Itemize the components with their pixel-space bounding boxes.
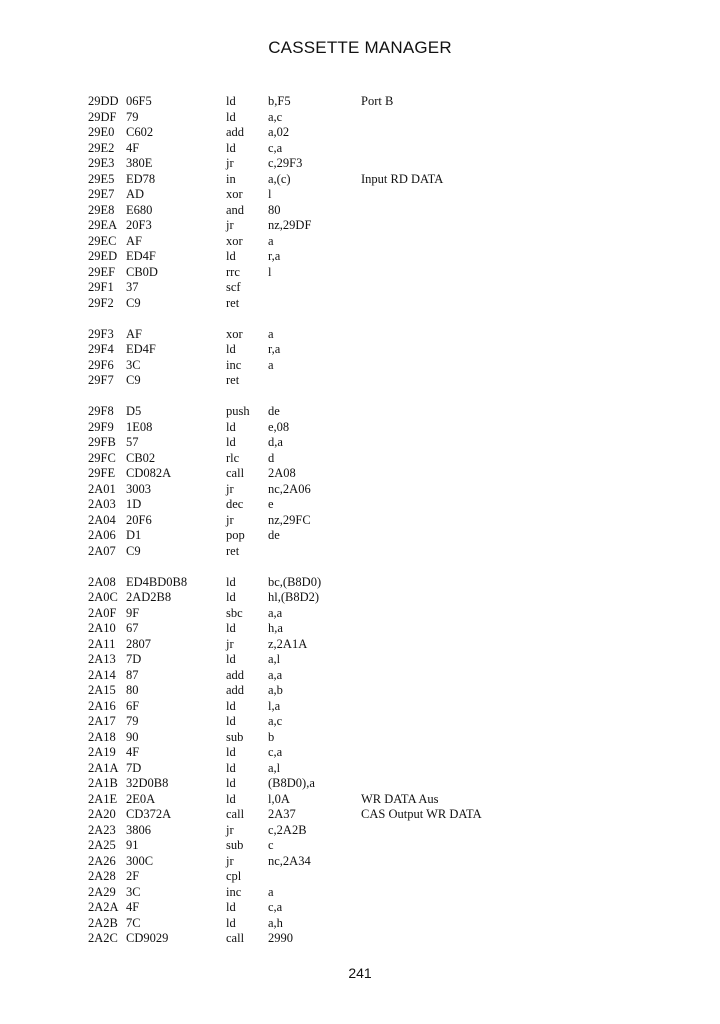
mnemonic: sub [226, 729, 244, 744]
address: 29ED [88, 249, 118, 263]
address: 29E3 [88, 156, 115, 170]
operand: r,a [268, 342, 281, 356]
mnemonic: in [226, 171, 236, 186]
opcode-hex: 7D [126, 760, 142, 775]
mnemonic: ld [226, 249, 236, 263]
operand: c,a [268, 140, 283, 155]
operand: hl,(B8D2) [268, 590, 320, 604]
address: 2A07 [88, 543, 116, 558]
mnemonic: inc [226, 357, 242, 372]
opcode-hex: CD082A [126, 466, 172, 480]
mnemonic: ret [226, 543, 240, 558]
mnemonic: scf [226, 280, 241, 294]
address: 29DD [88, 94, 119, 108]
address: 2A28 [88, 869, 116, 883]
operand: r,a [268, 249, 281, 263]
operand: a,c [268, 714, 283, 728]
mnemonic: sub [226, 838, 244, 852]
opcode-hex: 20F6 [126, 512, 152, 527]
operand: l,0A [268, 791, 290, 806]
opcode-hex: 9F [126, 605, 140, 620]
address: 2A2B [88, 915, 118, 930]
address: 29FB [88, 435, 116, 449]
opcode-hex: CB02 [126, 450, 156, 465]
opcode-hex: ED4F [126, 249, 156, 263]
address: 29F9 [88, 419, 114, 434]
operand: e [268, 497, 274, 511]
address: 2A17 [88, 714, 116, 728]
opcode-hex: 79 [126, 714, 139, 728]
operand: a,l [268, 760, 281, 775]
operand: l [268, 264, 272, 279]
mnemonic: ld [226, 94, 236, 108]
address: 2A15 [88, 683, 116, 697]
address: 29EC [88, 233, 117, 248]
address: 2A2C [88, 931, 118, 945]
mnemonic: ld [226, 574, 236, 589]
opcode-hex: E680 [126, 202, 153, 217]
mnemonic: ld [226, 342, 236, 356]
operand: nz,29FC [268, 512, 311, 527]
comment: WR DATA Aus [361, 791, 439, 806]
opcode-hex: CB0D [126, 264, 158, 279]
opcode-hex: AF [126, 326, 142, 341]
opcode-hex: 3C [126, 884, 141, 899]
address: 2A29 [88, 884, 116, 899]
operand: l [268, 187, 272, 201]
address: 2A14 [88, 667, 116, 682]
opcode-hex: 79 [126, 109, 139, 124]
address: 2A20 [88, 807, 116, 821]
mnemonic: and [226, 202, 245, 217]
mnemonic: xor [226, 187, 243, 201]
opcode-hex: 6F [126, 698, 140, 713]
opcode-hex: C9 [126, 543, 141, 558]
mnemonic: ld [226, 900, 236, 914]
address: 29F4 [88, 342, 114, 356]
operand: e,08 [268, 419, 290, 434]
mnemonic: jr [226, 512, 234, 527]
operand: 2A37 [268, 807, 296, 821]
page-title: CASSETTE MANAGER [268, 38, 452, 57]
opcode-hex: 4F [126, 745, 140, 759]
address: 2A25 [88, 838, 116, 852]
mnemonic: inc [226, 884, 242, 899]
opcode-hex: 91 [126, 838, 139, 852]
opcode-hex: 06F5 [126, 94, 152, 108]
address: 2A0C [88, 590, 118, 604]
address: 29E0 [88, 125, 115, 139]
address: 2A1B [88, 776, 118, 790]
address: 29F2 [88, 295, 114, 310]
mnemonic: cpl [226, 869, 242, 883]
comment: Port B [361, 94, 394, 108]
opcode-hex: 7C [126, 915, 141, 930]
opcode-hex: 57 [126, 435, 139, 449]
opcode-hex: 2E0A [126, 791, 156, 806]
address: 29E7 [88, 187, 115, 201]
mnemonic: ld [226, 419, 236, 434]
opcode-hex: 32D0B8 [126, 776, 169, 790]
address: 2A1E [88, 791, 118, 806]
opcode-hex: 4F [126, 140, 140, 155]
opcode-hex: D5 [126, 404, 142, 418]
mnemonic: add [226, 683, 245, 697]
opcode-hex: CD9029 [126, 931, 169, 945]
operand: b,F5 [268, 94, 291, 108]
opcode-hex: D1 [126, 528, 142, 542]
mnemonic: rlc [226, 450, 240, 465]
mnemonic: ld [226, 140, 236, 155]
opcode-hex: CD372A [126, 807, 172, 821]
mnemonic: push [226, 404, 250, 418]
address: 2A16 [88, 698, 116, 713]
opcode-hex: C602 [126, 125, 154, 139]
opcode-hex: AD [126, 187, 145, 201]
opcode-hex: 4F [126, 900, 140, 914]
address: 29EF [88, 264, 116, 279]
opcode-hex: ED4F [126, 342, 156, 356]
opcode-hex: 1D [126, 497, 142, 511]
mnemonic: ld [226, 714, 236, 728]
address: 29F7 [88, 373, 114, 387]
mnemonic: sbc [226, 605, 243, 620]
opcode-hex: 20F3 [126, 218, 152, 232]
operand: a [268, 884, 274, 899]
opcode-hex: C9 [126, 295, 141, 310]
operand: a [268, 233, 274, 248]
address: 29F1 [88, 280, 114, 294]
address: 29E8 [88, 202, 115, 217]
address: 2A26 [88, 853, 116, 868]
operand: a [268, 326, 274, 341]
opcode-hex: 90 [126, 729, 139, 744]
address: 2A04 [88, 512, 116, 527]
address: 29FE [88, 466, 116, 480]
opcode-hex: 67 [126, 621, 139, 635]
comment: Input RD DATA [361, 171, 444, 186]
mnemonic: ld [226, 590, 236, 604]
operand: nc,2A06 [268, 481, 311, 496]
address: 29E5 [88, 171, 115, 186]
mnemonic: jr [226, 481, 234, 496]
address: 29EA [88, 218, 118, 232]
mnemonic: jr [226, 853, 234, 868]
operand: bc,(B8D0) [268, 574, 322, 589]
opcode-hex: 3C [126, 357, 141, 372]
address: 2A0F [88, 605, 117, 620]
operand: nz,29DF [268, 218, 312, 232]
mnemonic: add [226, 125, 245, 139]
mnemonic: dec [226, 497, 244, 511]
mnemonic: ld [226, 791, 236, 806]
opcode-hex: 1E08 [126, 419, 153, 434]
operand: 80 [268, 202, 281, 217]
operand: d [268, 450, 275, 465]
address: 29E2 [88, 140, 115, 155]
operand: (B8D0),a [268, 776, 315, 790]
mnemonic: ld [226, 109, 236, 124]
opcode-hex: 37 [126, 280, 139, 294]
address: 29DF [88, 109, 117, 124]
opcode-hex: 87 [126, 667, 139, 682]
opcode-hex: ED78 [126, 171, 156, 186]
operand: c,29F3 [268, 156, 303, 170]
operand: a,02 [268, 125, 290, 139]
mnemonic: ld [226, 621, 236, 635]
operand: a,a [268, 605, 283, 620]
opcode-hex: 2AD2B8 [126, 590, 172, 604]
mnemonic: jr [226, 218, 234, 232]
mnemonic: jr [226, 156, 234, 170]
page-number: 241 [348, 965, 372, 981]
opcode-hex: 3806 [126, 822, 151, 837]
operand: a,l [268, 652, 281, 666]
address: 2A19 [88, 745, 116, 759]
operand: 2A08 [268, 466, 296, 480]
mnemonic: call [226, 807, 245, 821]
operand: 2990 [268, 931, 293, 945]
mnemonic: call [226, 466, 245, 480]
mnemonic: rrc [226, 264, 240, 279]
operand: c,2A2B [268, 822, 307, 837]
comment: CAS Output WR DATA [361, 807, 482, 821]
mnemonic: ld [226, 652, 236, 666]
address: 2A01 [88, 481, 116, 496]
address: 29F3 [88, 326, 114, 341]
operand: c [268, 838, 274, 852]
opcode-hex: 80 [126, 683, 139, 697]
address: 2A1A [88, 760, 119, 775]
opcode-hex: 380E [126, 156, 153, 170]
address: 2A18 [88, 729, 116, 744]
operand: de [268, 404, 280, 418]
operand: de [268, 528, 280, 542]
mnemonic: add [226, 667, 245, 682]
operand: l,a [268, 698, 281, 713]
operand: b [268, 729, 275, 744]
operand: a,b [268, 683, 283, 697]
mnemonic: call [226, 931, 245, 945]
mnemonic: ld [226, 760, 236, 775]
address: 29F6 [88, 357, 114, 372]
mnemonic: xor [226, 233, 243, 248]
address: 2A10 [88, 621, 116, 635]
address: 29FC [88, 450, 116, 465]
address: 2A03 [88, 497, 116, 511]
operand: h,a [268, 621, 283, 635]
opcode-hex: 2807 [126, 636, 151, 651]
mnemonic: pop [226, 528, 245, 542]
operand: c,a [268, 745, 283, 759]
mnemonic: ret [226, 295, 240, 310]
operand: a,c [268, 109, 283, 124]
address: 2A06 [88, 528, 116, 542]
opcode-hex: 3003 [126, 481, 151, 496]
operand: nc,2A34 [268, 853, 311, 868]
address: 2A13 [88, 652, 116, 666]
opcode-hex: 2F [126, 869, 140, 883]
opcode-hex: C9 [126, 373, 141, 387]
address: 2A11 [88, 636, 116, 651]
mnemonic: ld [226, 915, 236, 930]
opcode-hex: 7D [126, 652, 142, 666]
mnemonic: jr [226, 636, 234, 651]
mnemonic: jr [226, 822, 234, 837]
operand: d,a [268, 435, 283, 449]
address: 29F8 [88, 404, 114, 418]
operand: a,h [268, 915, 283, 930]
mnemonic: xor [226, 326, 243, 341]
mnemonic: ld [226, 776, 236, 790]
operand: a,(c) [268, 171, 291, 186]
opcode-hex: AF [126, 233, 142, 248]
address: 2A23 [88, 822, 116, 837]
mnemonic: ret [226, 373, 240, 387]
mnemonic: ld [226, 698, 236, 713]
address: 2A08 [88, 574, 116, 589]
mnemonic: ld [226, 435, 236, 449]
opcode-hex: ED4BD0B8 [126, 574, 188, 589]
operand: z,2A1A [268, 636, 308, 651]
operand: a [268, 357, 274, 372]
operand: a,a [268, 667, 283, 682]
mnemonic: ld [226, 745, 236, 759]
opcode-hex: 300C [126, 853, 154, 868]
address: 2A2A [88, 900, 119, 914]
operand: c,a [268, 900, 283, 914]
